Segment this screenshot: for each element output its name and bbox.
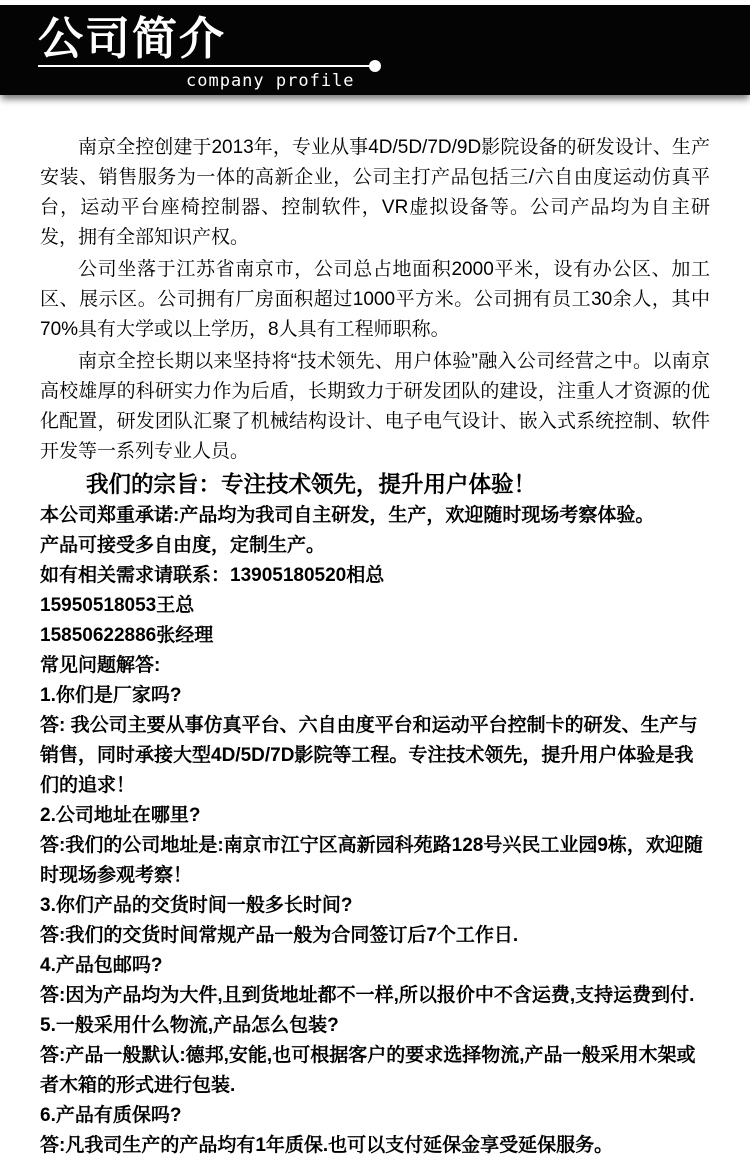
intro-paragraph: 南京全控长期以来坚持将“技术领先、用户体验”融入公司经营之中。以南京高校雄厚的科研实力作为后盾，长期致力于研发团队的建设，注重人才资源的优化配置，研发团队汇聚了机械结构设计、电子电气设计、嵌入式系统控制、软件开发等一系列专业人员。 — [40, 351, 710, 462]
page-subtitle: company profile — [186, 71, 355, 91]
faq-question: 1.你们是厂家吗? — [40, 685, 182, 706]
title-underline — [38, 65, 372, 67]
company-profile-page — [0, 5, 750, 1156]
faq-question: 6.产品有质保吗? — [40, 1105, 182, 1126]
faq-question: 3.你们产品的交货时间一般多长时间? — [40, 895, 353, 916]
faq-section — [40, 651, 710, 1161]
promise-line: 产品可接受多自由度，定制生产。 — [40, 535, 326, 556]
intro-paragraph: 公司坐落于江苏省南京市，公司总占地面积2000平米，设有办公区、加工区、展示区。公司拥有厂房面积超过1000平方米。公司拥有员工30余人，其中70%具有大学或以上学历，8人具有工程师职称。 — [40, 259, 710, 340]
faq-heading: 常见问题解答: — [40, 655, 161, 676]
profile-content — [0, 95, 750, 1161]
motto-line: 我们的宗旨：专注技术领先，提升用户体验！ — [85, 472, 536, 497]
header-banner — [0, 5, 750, 95]
intro-paragraph: 南京全控创建于2013年，专业从事4D/5D/7D/9D影院设备的研发设计、生产安装、销售服务为一体的高新企业，公司主打产品包括三/六自由度运动仿真平台，运动平台座椅控制器、控制软件，VR虚拟设备等。公司产品均为自主研发，拥有全部知识产权。 — [40, 137, 710, 248]
faq-answer: 答:我们的公司地址是:南京市江宁区高新园科苑路128号兴民工业园9栋，欢迎随时现场参观考察！ — [40, 835, 703, 886]
faq-answer: 答:凡我司生产的产品均有1年质保.也可以支付延保金享受延保服务。 — [40, 1135, 614, 1156]
faq-answer: 答:产品一般默认:德邦,安能,也可根据客户的要求选择物流,产品一般采用木架或者木箱的形式进行包装. — [40, 1045, 696, 1096]
company-intro — [40, 133, 710, 467]
promise-line: 本公司郑重承诺:产品均为我司自主研发，生产，欢迎随时现场考察体验。 — [40, 505, 655, 526]
faq-answer: 答:因为产品均为大件,且到货地址都不一样,所以报价中不含运费,支持运费到付. — [40, 985, 695, 1006]
faq-question: 4.产品包邮吗? — [40, 955, 163, 976]
contact-line: 如有相关需求请联系：13905180520相总 — [40, 565, 385, 586]
underline-dot-icon — [369, 60, 381, 72]
faq-question: 5.一般采用什么物流,产品怎么包装? — [40, 1015, 339, 1036]
contact-line: 15850622886张经理 — [40, 625, 214, 646]
promise-block — [40, 501, 710, 651]
contact-line: 15950518053王总 — [40, 595, 195, 616]
faq-answer: 答:我们的交货时间常规产品一般为合同签订后7个工作日. — [40, 925, 519, 946]
faq-answer: 答: 我公司主要从事仿真平台、六自由度平台和运动平台控制卡的研发、生产与销售，同时承接大型4D/5D/7D影院等工程。专注技术领先，提升用户体验是我们的追求！ — [40, 715, 698, 796]
page-title: 公司简介 — [38, 13, 227, 64]
faq-question: 2.公司地址在哪里? — [40, 805, 201, 826]
